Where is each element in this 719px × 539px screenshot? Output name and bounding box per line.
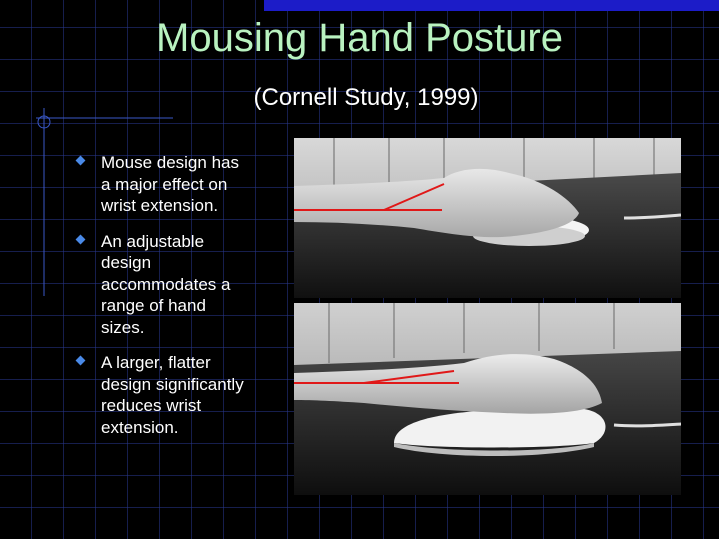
bullet-item xyxy=(70,152,285,217)
diamond-bullet-icon xyxy=(76,156,86,166)
hand-on-large-mouse-photo xyxy=(294,303,681,495)
slide-subtitle: (Cornell Study, 1999) xyxy=(253,84,479,111)
slide-title: Mousing Hand Posture xyxy=(156,16,563,60)
header-accent-bar xyxy=(264,0,719,11)
bullet-text: An adjustable design accommodates a range of hand sizes. xyxy=(101,231,231,337)
bullet-item xyxy=(70,352,285,438)
bullet-item xyxy=(70,231,285,339)
hand-on-small-mouse-photo xyxy=(294,138,681,298)
diamond-bullet-icon xyxy=(76,234,86,244)
diamond-bullet-icon xyxy=(76,356,86,366)
bullet-list xyxy=(70,152,285,452)
bullet-text: A larger, flatter design significantly reduces wrist extension. xyxy=(101,353,244,437)
bullet-text: Mouse design has a major effect on wrist extension. xyxy=(101,153,239,215)
